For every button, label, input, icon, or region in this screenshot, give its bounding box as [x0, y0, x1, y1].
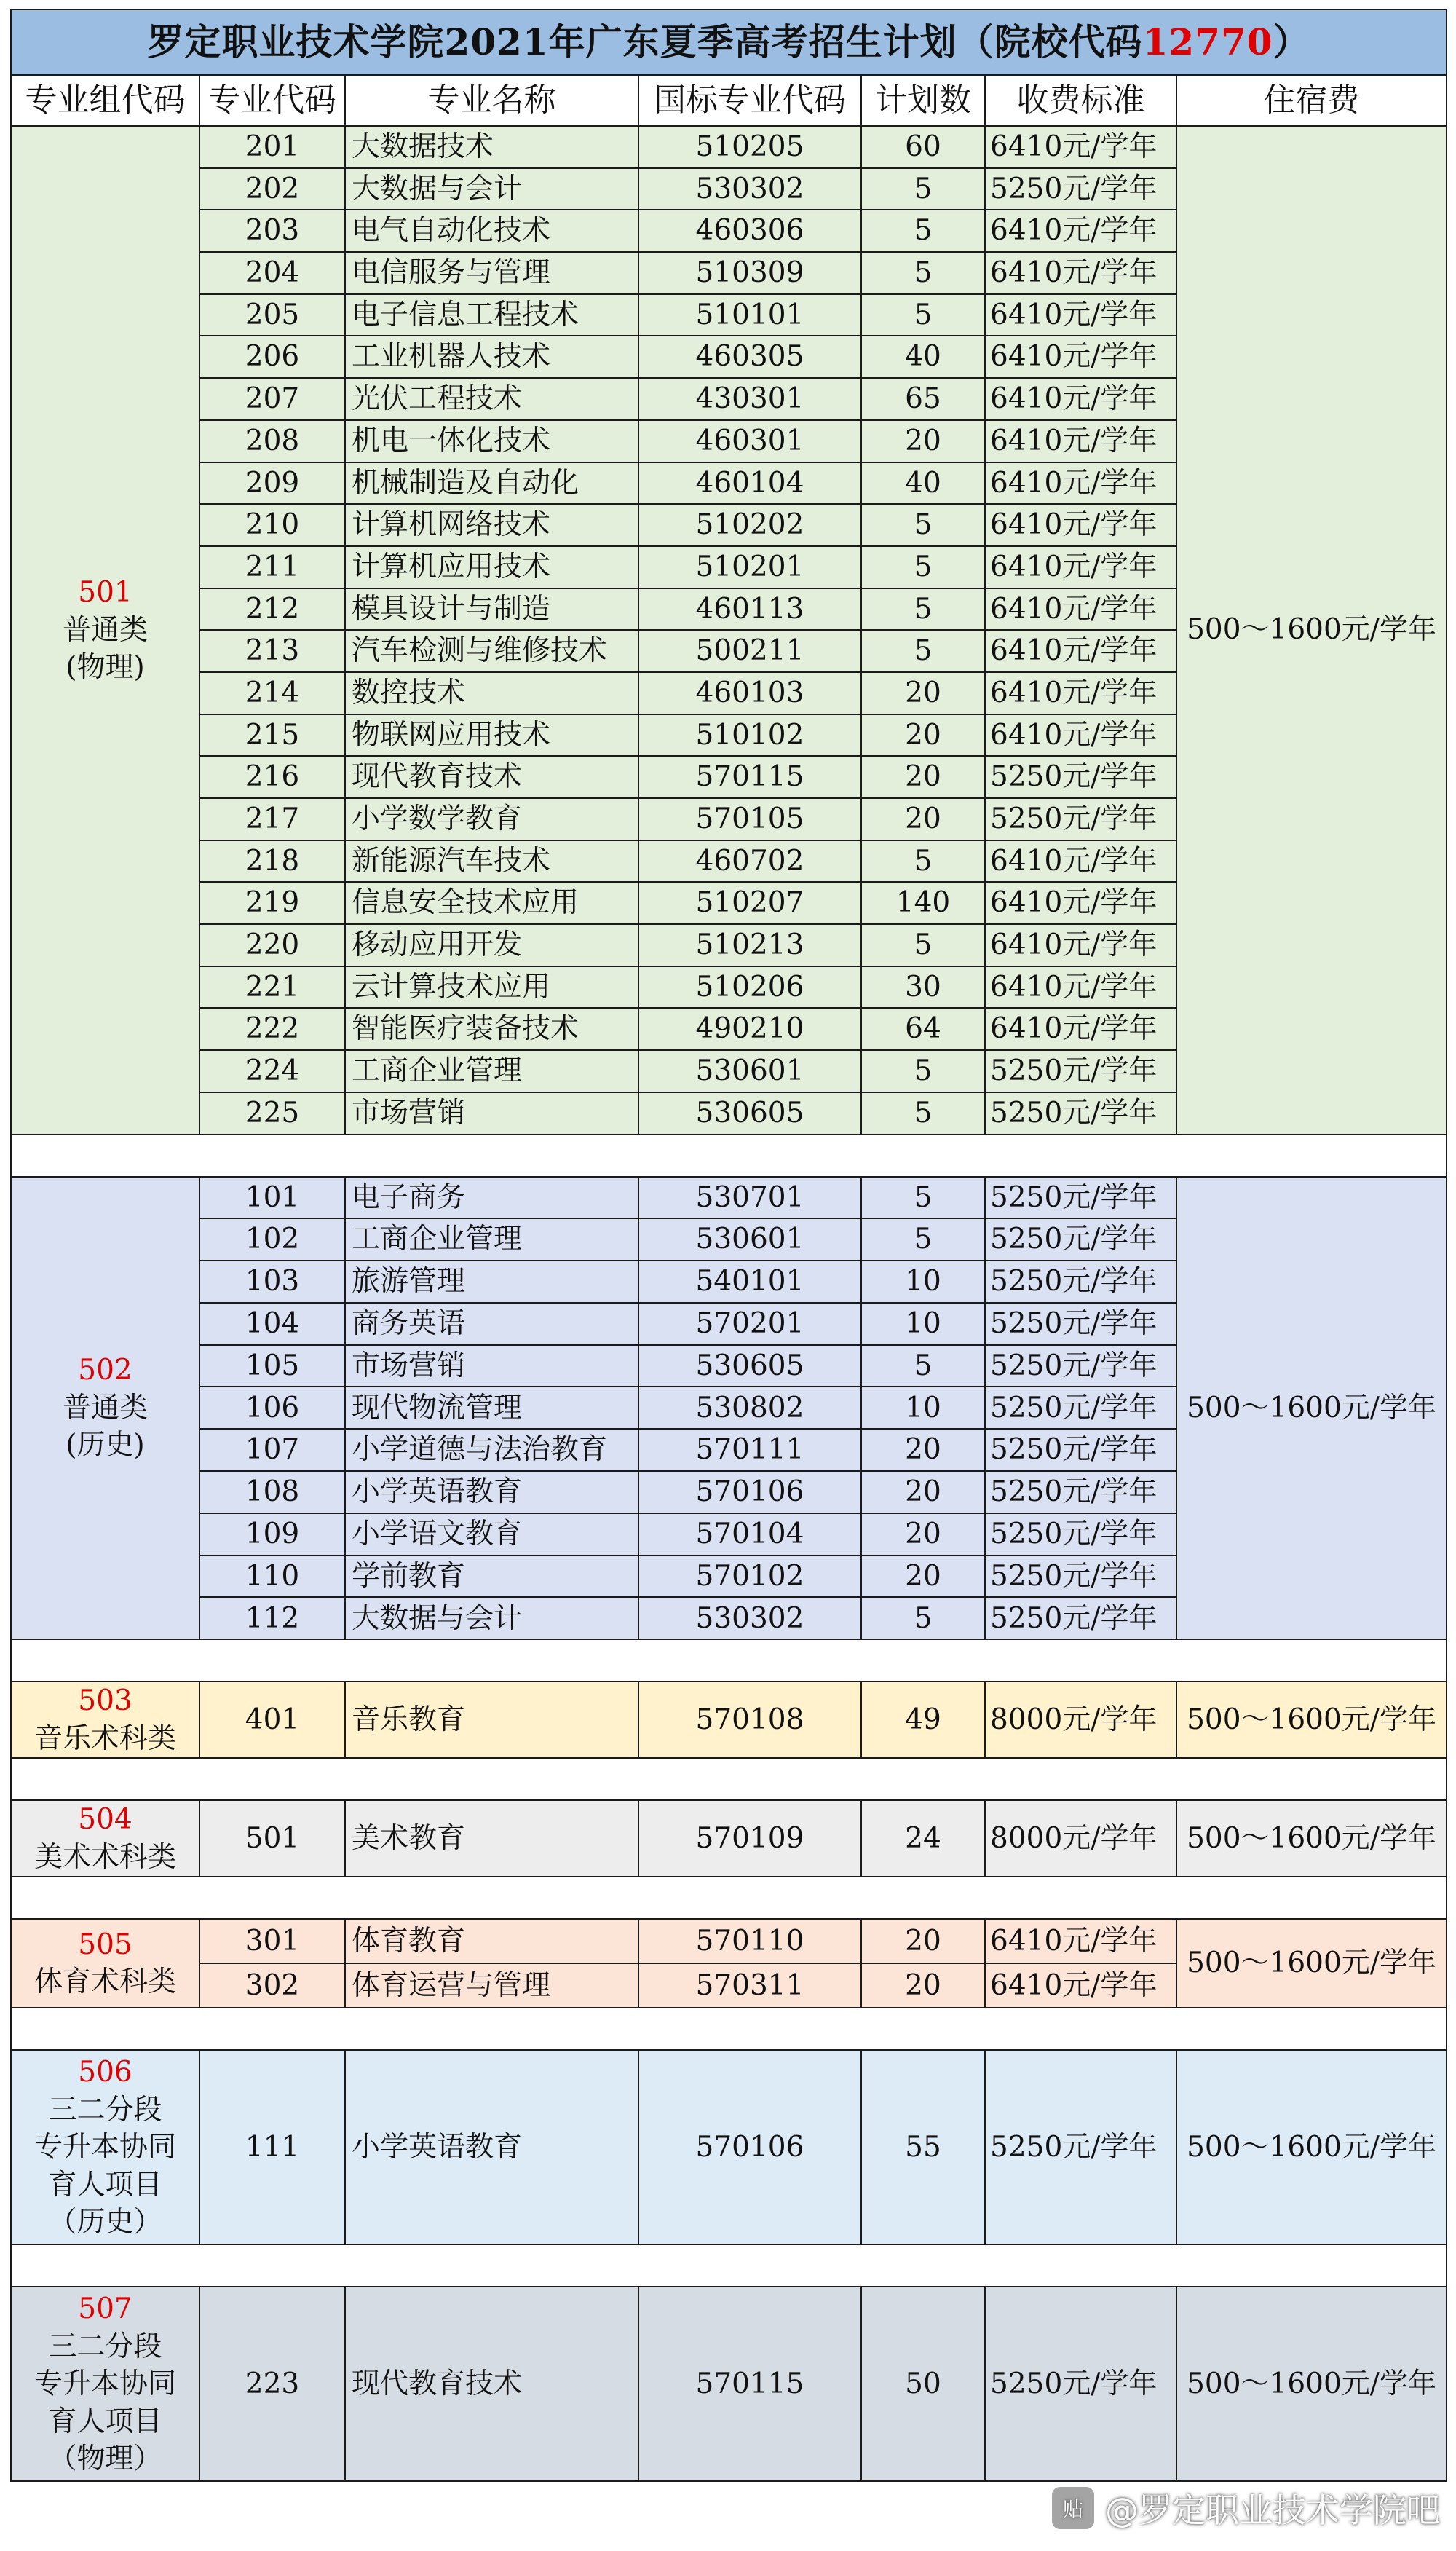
- major-name: 体育教育: [345, 1919, 638, 1963]
- major-name: 现代物流管理: [345, 1387, 638, 1429]
- major-name: 小学道德与法治教育: [345, 1429, 638, 1471]
- major-name: 市场营销: [345, 1345, 638, 1387]
- tuition: 5250元/学年: [985, 1218, 1176, 1261]
- tuition: 6410元/学年: [985, 1919, 1176, 1963]
- major-code: 224: [199, 1050, 345, 1092]
- tuition: 6410元/学年: [985, 294, 1176, 336]
- plan-count: 20: [861, 1429, 985, 1471]
- group-type-line: 三二分段: [48, 2093, 162, 2126]
- major-name: 市场营销: [345, 1092, 638, 1135]
- tuition: 5250元/学年: [985, 1513, 1176, 1556]
- tuition: 6410元/学年: [985, 840, 1176, 883]
- header-national-code: 国标专业代码: [638, 75, 861, 126]
- tuition: 6410元/学年: [985, 672, 1176, 714]
- plan-count: 5: [861, 1218, 985, 1261]
- table-row: [11, 2287, 1447, 2481]
- plan-count: 5: [861, 294, 985, 336]
- major-name: 数控技术: [345, 672, 638, 714]
- major-name: 云计算技术应用: [345, 966, 638, 1009]
- major-code: 202: [199, 168, 345, 210]
- plan-count: 5: [861, 252, 985, 294]
- plan-count: 5: [861, 630, 985, 672]
- group-type-line: 普通类: [62, 1391, 148, 1424]
- major-code: 501: [199, 1800, 345, 1877]
- plan-count: 140: [861, 882, 985, 924]
- group-type-line: （物理）: [48, 2442, 162, 2475]
- national-code: 570111: [638, 1429, 861, 1471]
- major-name: 机电一体化技术: [345, 420, 638, 462]
- dorm-fee-cell: 500～1600元/学年: [1176, 1800, 1447, 1877]
- plan-count: 5: [861, 1092, 985, 1135]
- major-name: 模具设计与制造: [345, 588, 638, 631]
- tuition: 6410元/学年: [985, 588, 1176, 631]
- group-type-line: 育人项目: [48, 2405, 162, 2438]
- header-group-code: 专业组代码: [11, 75, 199, 126]
- national-code: 570115: [638, 2287, 861, 2481]
- major-name: 新能源汽车技术: [345, 840, 638, 883]
- national-code: 570106: [638, 2050, 861, 2244]
- group-spacer-row: [11, 1639, 1447, 1681]
- tuition: 6410元/学年: [985, 420, 1176, 462]
- plan-count: 20: [861, 1556, 985, 1598]
- group-type-line: 体育术科类: [33, 1966, 176, 1999]
- major-name: 电子商务: [345, 1177, 638, 1219]
- major-name: 电气自动化技术: [345, 210, 638, 252]
- major-name: 商务英语: [345, 1303, 638, 1345]
- major-name: 旅游管理: [345, 1261, 638, 1303]
- major-name: 工商企业管理: [345, 1050, 638, 1092]
- group-code: 504: [78, 1803, 132, 1837]
- major-name: 工业机器人技术: [345, 336, 638, 378]
- national-code: 460301: [638, 420, 861, 462]
- group-type-line: 育人项目: [48, 2168, 162, 2201]
- major-name: 学前教育: [345, 1556, 638, 1598]
- major-code: 106: [199, 1387, 345, 1429]
- group-code-cell: [11, 1919, 199, 2008]
- spacer-cell: [11, 1758, 1447, 1800]
- plan-count: 30: [861, 966, 985, 1009]
- major-name: 音乐教育: [345, 1681, 638, 1758]
- tuition: 6410元/学年: [985, 882, 1176, 924]
- tuition: 6410元/学年: [985, 630, 1176, 672]
- national-code: 490210: [638, 1008, 861, 1050]
- tuition: 5250元/学年: [985, 798, 1176, 840]
- major-name: 现代教育技术: [345, 756, 638, 798]
- group-type-line: (历史): [66, 1429, 145, 1462]
- plan-count: 5: [861, 1597, 985, 1639]
- tuition: 5250元/学年: [985, 1261, 1176, 1303]
- plan-count: 5: [861, 1050, 985, 1092]
- major-code: 108: [199, 1471, 345, 1513]
- admission-plan-table: [10, 9, 1447, 2482]
- major-code: 221: [199, 966, 345, 1009]
- group-type-line: 专升本协同: [33, 2367, 176, 2401]
- group-type-line: 美术术科类: [33, 1840, 176, 1874]
- national-code: 570108: [638, 1681, 861, 1758]
- plan-count: 49: [861, 1681, 985, 1758]
- national-code: 430301: [638, 378, 861, 420]
- spacer-cell: [11, 2008, 1447, 2050]
- national-code: 460104: [638, 462, 861, 505]
- national-code: 510101: [638, 294, 861, 336]
- national-code: 540101: [638, 1261, 861, 1303]
- national-code: 570102: [638, 1556, 861, 1598]
- plan-count: 20: [861, 420, 985, 462]
- national-code: 570106: [638, 1471, 861, 1513]
- national-code: 460113: [638, 588, 861, 631]
- dorm-fee-cell: 500～1600元/学年: [1176, 1919, 1447, 2008]
- plan-count: 50: [861, 2287, 985, 2481]
- national-code: 460702: [638, 840, 861, 883]
- national-code: 530802: [638, 1387, 861, 1429]
- national-code: 510309: [638, 252, 861, 294]
- major-name: 体育运营与管理: [345, 1963, 638, 2008]
- group-spacer-row: [11, 1877, 1447, 1919]
- national-code: 570104: [638, 1513, 861, 1556]
- dorm-fee-cell: 500～1600元/学年: [1176, 1177, 1447, 1640]
- watermark: [1050, 2484, 1440, 2532]
- tuition: 8000元/学年: [985, 1681, 1176, 1758]
- major-code: 111: [199, 2050, 345, 2244]
- national-code: 510205: [638, 126, 861, 168]
- major-name: 移动应用开发: [345, 924, 638, 966]
- national-code: 570105: [638, 798, 861, 840]
- spacer-cell: [11, 2244, 1447, 2287]
- major-code: 205: [199, 294, 345, 336]
- tuition: 5250元/学年: [985, 168, 1176, 210]
- major-name: 光伏工程技术: [345, 378, 638, 420]
- tuition: 5250元/学年: [985, 2287, 1176, 2481]
- national-code: 570311: [638, 1963, 861, 2008]
- plan-count: 5: [861, 588, 985, 631]
- major-name: 大数据与会计: [345, 168, 638, 210]
- major-name: 大数据技术: [345, 126, 638, 168]
- header-tuition: 收费标准: [985, 75, 1176, 126]
- major-code: 223: [199, 2287, 345, 2481]
- national-code: 570201: [638, 1303, 861, 1345]
- group-code-cell: [11, 2287, 199, 2481]
- major-name: 智能医疗装备技术: [345, 1008, 638, 1050]
- group-spacer-row: [11, 2244, 1447, 2287]
- plan-count: 20: [861, 1963, 985, 2008]
- national-code: 570115: [638, 756, 861, 798]
- major-code: 204: [199, 252, 345, 294]
- major-code: 213: [199, 630, 345, 672]
- major-name: 美术教育: [345, 1800, 638, 1877]
- group-type-line: 音乐术科类: [33, 1722, 176, 1755]
- major-name: 现代教育技术: [345, 2287, 638, 2481]
- national-code: 530605: [638, 1092, 861, 1135]
- major-name: 计算机应用技术: [345, 546, 638, 588]
- major-name: 电信服务与管理: [345, 252, 638, 294]
- tuition: 6410元/学年: [985, 1008, 1176, 1050]
- plan-count: 5: [861, 168, 985, 210]
- group-code: 502: [78, 1354, 132, 1387]
- group-code: 503: [78, 1684, 132, 1718]
- table-row: [11, 1681, 1447, 1758]
- plan-count: 20: [861, 1471, 985, 1513]
- major-code: 103: [199, 1261, 345, 1303]
- plan-count: 10: [861, 1261, 985, 1303]
- tuition: 6410元/学年: [985, 378, 1176, 420]
- national-code: 530701: [638, 1177, 861, 1219]
- major-code: 201: [199, 126, 345, 168]
- tuition: 6410元/学年: [985, 966, 1176, 1009]
- tuition: 6410元/学年: [985, 336, 1176, 378]
- group-code-cell: [11, 126, 199, 1135]
- tuition: 5250元/学年: [985, 1556, 1176, 1598]
- group-spacer-row: [11, 2008, 1447, 2050]
- major-code: 102: [199, 1218, 345, 1261]
- plan-count: 20: [861, 1919, 985, 1963]
- major-code: 206: [199, 336, 345, 378]
- national-code: 530601: [638, 1218, 861, 1261]
- major-code: 101: [199, 1177, 345, 1219]
- major-code: 208: [199, 420, 345, 462]
- major-code: 215: [199, 714, 345, 757]
- tuition: 5250元/学年: [985, 1303, 1176, 1345]
- plan-count: 10: [861, 1387, 985, 1429]
- table-row: [11, 2050, 1447, 2244]
- national-code: 570110: [638, 1919, 861, 1963]
- plan-count: 5: [861, 924, 985, 966]
- tuition: 6410元/学年: [985, 210, 1176, 252]
- plan-count: 64: [861, 1008, 985, 1050]
- tuition: 6410元/学年: [985, 462, 1176, 505]
- major-code: 212: [199, 588, 345, 631]
- plan-count: 5: [861, 1177, 985, 1219]
- tuition: 6410元/学年: [985, 1963, 1176, 2008]
- major-name: 大数据与会计: [345, 1597, 638, 1639]
- plan-count: 40: [861, 336, 985, 378]
- group-code-cell: [11, 2050, 199, 2244]
- tuition: 6410元/学年: [985, 504, 1176, 546]
- plan-count: 60: [861, 126, 985, 168]
- tuition: 8000元/学年: [985, 1800, 1176, 1877]
- national-code: 530302: [638, 168, 861, 210]
- major-code: 216: [199, 756, 345, 798]
- major-code: 219: [199, 882, 345, 924]
- national-code: 510213: [638, 924, 861, 966]
- group-code: 506: [78, 2056, 132, 2089]
- major-code: 207: [199, 378, 345, 420]
- tuition: 6410元/学年: [985, 126, 1176, 168]
- national-code: 530601: [638, 1050, 861, 1092]
- major-code: 214: [199, 672, 345, 714]
- header-major-code: 专业代码: [199, 75, 345, 126]
- plan-count: 20: [861, 672, 985, 714]
- tuition: 5250元/学年: [985, 1345, 1176, 1387]
- tuition: 5250元/学年: [985, 756, 1176, 798]
- dorm-fee-cell: 500～1600元/学年: [1176, 2287, 1447, 2481]
- spacer-cell: [11, 1877, 1447, 1919]
- major-code: 301: [199, 1919, 345, 1963]
- group-code: 505: [78, 1928, 132, 1961]
- major-name: 小学英语教育: [345, 2050, 638, 2244]
- group-code-cell: [11, 1177, 199, 1640]
- header-row: [11, 75, 1447, 126]
- group-type-line: 专升本协同: [33, 2131, 176, 2164]
- header-plan-count: 计划数: [861, 75, 985, 126]
- tuition: 5250元/学年: [985, 1177, 1176, 1219]
- plan-count: 5: [861, 546, 985, 588]
- major-name: 工商企业管理: [345, 1218, 638, 1261]
- group-spacer-row: [11, 1135, 1447, 1177]
- group-code: 501: [78, 576, 132, 610]
- group-type-line: (物理): [66, 650, 145, 684]
- major-code: 109: [199, 1513, 345, 1556]
- national-code: 510201: [638, 546, 861, 588]
- national-code: 530302: [638, 1597, 861, 1639]
- dorm-fee-cell: 500～1600元/学年: [1176, 2050, 1447, 2244]
- tuition: 5250元/学年: [985, 1092, 1176, 1135]
- major-name: 机械制造及自动化: [345, 462, 638, 505]
- header-major-name: 专业名称: [345, 75, 638, 126]
- major-code: 105: [199, 1345, 345, 1387]
- group-type-line: （历史）: [48, 2205, 162, 2239]
- header-dorm-fee: 住宿费: [1176, 75, 1447, 126]
- table-row: [11, 1919, 1447, 1963]
- tuition: 5250元/学年: [985, 1471, 1176, 1513]
- plan-count: 24: [861, 1800, 985, 1877]
- major-code: 302: [199, 1963, 345, 2008]
- major-code: 209: [199, 462, 345, 505]
- national-code: 500211: [638, 630, 861, 672]
- plan-count: 55: [861, 2050, 985, 2244]
- table-row: [11, 1800, 1447, 1877]
- plan-count: 5: [861, 840, 985, 883]
- dorm-fee-cell: 500～1600元/学年: [1176, 126, 1447, 1135]
- plan-count: 10: [861, 1303, 985, 1345]
- national-code: 570109: [638, 1800, 861, 1877]
- major-name: 小学语文教育: [345, 1513, 638, 1556]
- spacer-cell: [11, 1135, 1447, 1177]
- plan-count: 20: [861, 798, 985, 840]
- tuition: 5250元/学年: [985, 1387, 1176, 1429]
- tuition: 5250元/学年: [985, 1429, 1176, 1471]
- table-row: [11, 126, 1447, 168]
- plan-count: 5: [861, 210, 985, 252]
- tuition: 5250元/学年: [985, 2050, 1176, 2244]
- group-code-cell: [11, 1681, 199, 1758]
- major-code: 203: [199, 210, 345, 252]
- tuition: 6410元/学年: [985, 546, 1176, 588]
- major-name: 小学英语教育: [345, 1471, 638, 1513]
- major-code: 211: [199, 546, 345, 588]
- major-code: 220: [199, 924, 345, 966]
- national-code: 460103: [638, 672, 861, 714]
- group-spacer-row: [11, 1758, 1447, 1800]
- major-code: 107: [199, 1429, 345, 1471]
- plan-count: 20: [861, 756, 985, 798]
- group-type-line: 三二分段: [48, 2330, 162, 2363]
- plan-count: 40: [861, 462, 985, 505]
- national-code: 530605: [638, 1345, 861, 1387]
- group-code: 507: [78, 2292, 132, 2326]
- national-code: 460305: [638, 336, 861, 378]
- tieba-logo-icon: 贴: [1050, 2485, 1096, 2531]
- school-code: 12770: [1142, 20, 1273, 63]
- plan-count: 20: [861, 714, 985, 757]
- plan-count: 5: [861, 504, 985, 546]
- tuition: 6410元/学年: [985, 924, 1176, 966]
- plan-count: 65: [861, 378, 985, 420]
- major-name: 汽车检测与维修技术: [345, 630, 638, 672]
- group-type-line: 普通类: [62, 613, 148, 647]
- spacer-cell: [11, 1639, 1447, 1681]
- national-code: 510206: [638, 966, 861, 1009]
- national-code: 510102: [638, 714, 861, 757]
- plan-count: 20: [861, 1513, 985, 1556]
- major-code: 110: [199, 1556, 345, 1598]
- tuition: 5250元/学年: [985, 1050, 1176, 1092]
- major-name: 小学数学教育: [345, 798, 638, 840]
- watermark-text: @罗定职业技术学院吧: [1105, 2491, 1440, 2530]
- major-code: 217: [199, 798, 345, 840]
- national-code: 510202: [638, 504, 861, 546]
- major-code: 112: [199, 1597, 345, 1639]
- major-name: 物联网应用技术: [345, 714, 638, 757]
- major-code: 222: [199, 1008, 345, 1050]
- group-code-cell: [11, 1800, 199, 1877]
- major-name: 计算机网络技术: [345, 504, 638, 546]
- table-row: [11, 1177, 1447, 1219]
- tuition: 6410元/学年: [985, 714, 1176, 757]
- page-title: 罗定职业技术学院2021年广东夏季高考招生计划（院校代码12770）: [11, 9, 1447, 75]
- tuition: 5250元/学年: [985, 1597, 1176, 1639]
- major-code: 218: [199, 840, 345, 883]
- major-code: 210: [199, 504, 345, 546]
- title-row: [11, 9, 1447, 75]
- major-name: 信息安全技术应用: [345, 882, 638, 924]
- dorm-fee-cell: 500～1600元/学年: [1176, 1681, 1447, 1758]
- major-code: 401: [199, 1681, 345, 1758]
- major-name: 电子信息工程技术: [345, 294, 638, 336]
- tuition: 6410元/学年: [985, 252, 1176, 294]
- plan-count: 5: [861, 1345, 985, 1387]
- major-code: 225: [199, 1092, 345, 1135]
- national-code: 510207: [638, 882, 861, 924]
- national-code: 460306: [638, 210, 861, 252]
- major-code: 104: [199, 1303, 345, 1345]
